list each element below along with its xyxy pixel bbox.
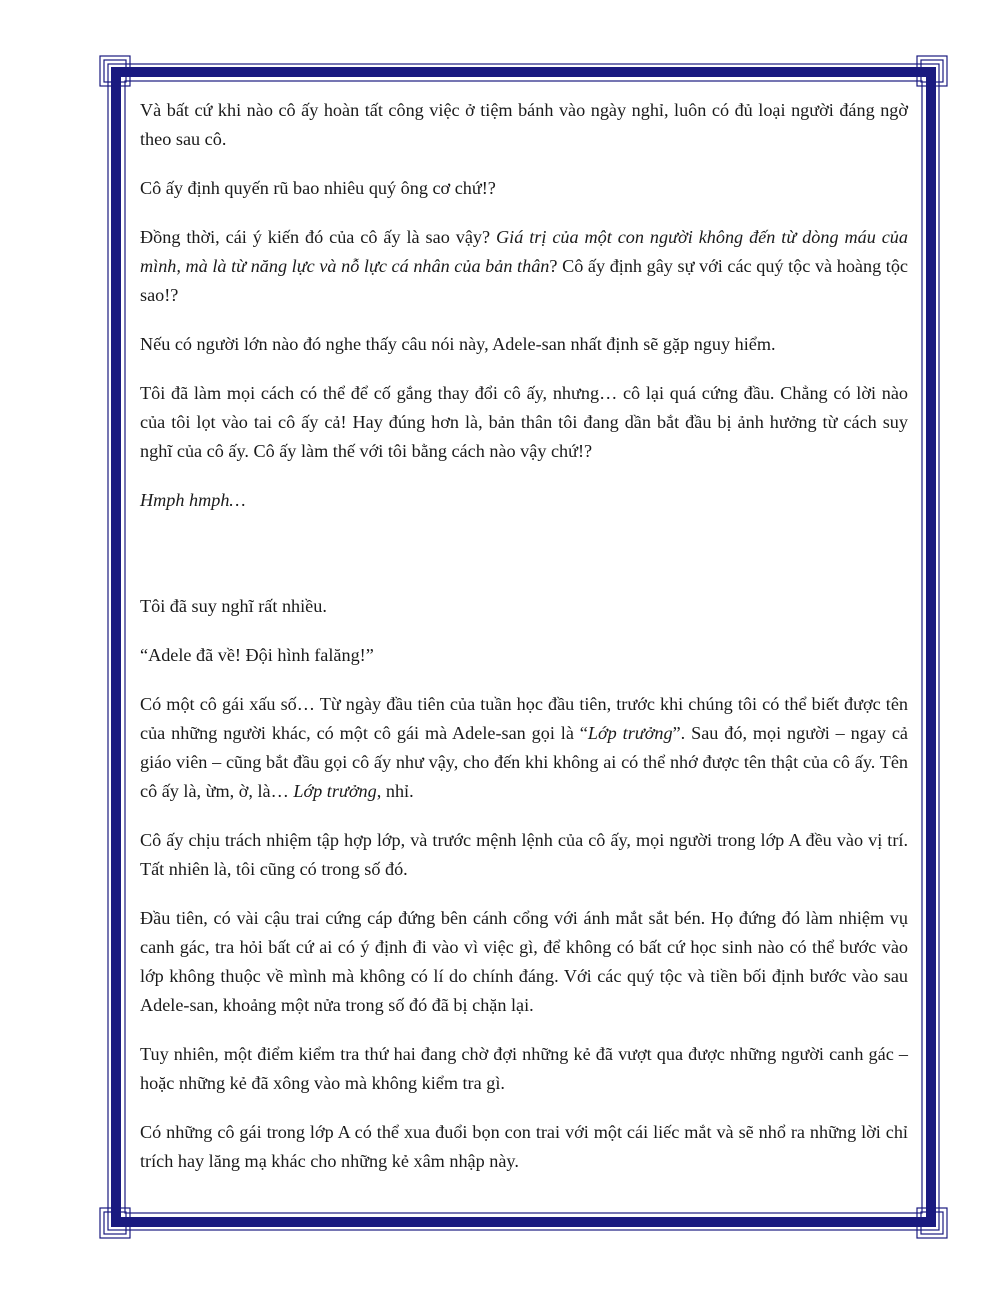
text-run: Đầu tiên, có vài cậu trai cứng cáp đứng bên cánh cổng với ánh mắt sắt bén. Họ đứng đó làm nhiệm vụ canh gác, tra hỏi bất cứ ai có ý định đi vào vì việc gì, để không có bất cứ học sinh nào có thể bước vào lớp không thuộc về mình mà không có lí do chính đáng. Với các quý tộc và tiền bối định bước vào sau Adele-san, khoảng một nửa trong số đó đã bị chặn lại. [140, 908, 908, 1015]
italic-text: Lớp trưởng [293, 781, 377, 801]
italic-text: Lớp trưởng [587, 723, 673, 743]
paragraph [140, 486, 908, 515]
paragraph [140, 330, 908, 359]
paragraph [140, 1040, 908, 1098]
text-run: Và bất cứ khi nào cô ấy hoàn tất công việc ở tiệm bánh vào ngày nghỉ, luôn có đủ loại người đáng ngờ theo sau cô. [140, 100, 908, 149]
paragraph [140, 904, 908, 1020]
paragraph [140, 592, 908, 621]
text-run: , nhỉ. [376, 781, 414, 801]
paragraph [140, 826, 908, 884]
text-run: Có những cô gái trong lớp A có thể xua đuổi bọn con trai với một cái liếc mắt và sẽ nhổ ra những lời chỉ trích hay lăng mạ khác cho những kẻ xâm nhập này. [140, 1122, 908, 1171]
paragraph [140, 641, 908, 670]
text-run: Nếu có người lớn nào đó nghe thấy câu nói này, Adele-san nhất định sẽ gặp nguy hiểm. [140, 334, 776, 354]
text-run: Đồng thời, cái ý kiến đó của cô ấy là sao vậy? [140, 227, 496, 247]
text-run: Tôi đã suy nghĩ rất nhiều. [140, 596, 327, 616]
text-run: ”. Sau đó, mọi người – ngay cả giáo viên – cũng bắt đầu gọi cô ấy như vậy, cho đến khi không ai có thể nhớ được tên thật của cô ấy. Tên cô ấy là, ừm, ờ, là… [140, 723, 908, 801]
paragraph [140, 223, 908, 310]
paragraph [140, 379, 908, 466]
text-run: ? Cô ấy định gây sự với các quý tộc và hoàng tộc sao!? [140, 256, 908, 305]
italic-text: Hmph hmph… [140, 490, 246, 510]
text-body [140, 96, 908, 1196]
paragraph [140, 96, 908, 154]
text-run: Có một cô gái xấu số… Từ ngày đầu tiên của tuần học đầu tiên, trước khi chúng tôi có thể biết được tên của những người khác, có một cô gái mà Adele-san gọi là “ [140, 694, 908, 743]
paragraphs-before-break [140, 96, 908, 515]
section-break [140, 535, 908, 592]
paragraph [140, 1118, 908, 1176]
paragraph [140, 174, 908, 203]
italic-text: Giá trị của một con người không đến từ dòng máu của mình, mà là từ năng lực và nỗ lực cá nhân của bản thân [140, 227, 908, 276]
text-run: Tuy nhiên, một điểm kiểm tra thứ hai đang chờ đợi những kẻ đã vượt qua được những người canh gác – hoặc những kẻ đã xông vào mà không kiểm tra gì. [140, 1044, 908, 1093]
paragraph [140, 690, 908, 806]
text-run: “Adele đã về! Đội hình falăng!” [140, 645, 374, 665]
text-run: Cô ấy chịu trách nhiệm tập hợp lớp, và trước mệnh lệnh của cô ấy, mọi người trong lớp A đều vào vị trí. Tất nhiên là, tôi cũng có trong số đó. [140, 830, 908, 879]
paragraphs-after-break [140, 592, 908, 1176]
text-run: Tôi đã làm mọi cách có thể để cố gắng thay đổi cô ấy, nhưng… cô lại quá cứng đầu. Chẳng có lời nào của tôi lọt vào tai cô ấy cả! Hay đúng hơn là, bản thân tôi đang dần bắt đầu bị ảnh hưởng từ cách suy nghĩ của cô ấy. Cô ấy làm thế với tôi bằng cách nào vậy chứ!? [140, 383, 908, 461]
text-run: Cô ấy định quyến rũ bao nhiêu quý ông cơ chứ!? [140, 178, 496, 198]
